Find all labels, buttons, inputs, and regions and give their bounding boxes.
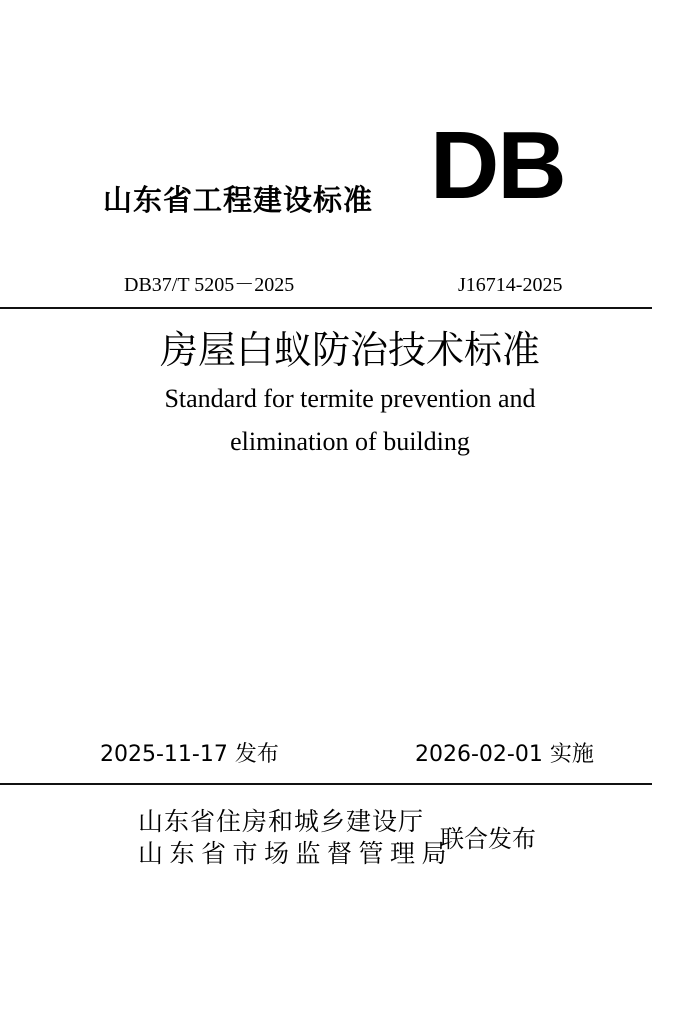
joint-publish-label: 联合发布 <box>440 825 536 853</box>
record-code: J16714-2025 <box>458 274 563 296</box>
effective-date: 2026-02-01 实施 <box>415 742 594 767</box>
title-en-line1: Standard for termite prevention and <box>164 384 536 413</box>
bottom-divider <box>0 783 652 785</box>
issue-date: 2025-11-17 发布 <box>100 742 279 767</box>
top-divider <box>0 307 652 309</box>
title-en-line2: elimination of building <box>230 427 470 456</box>
publisher-2: 山东省市场监督管理局 <box>138 839 454 868</box>
db-mark: DB <box>430 112 565 219</box>
standard-code: DB37/T 5205－2025 <box>124 274 295 296</box>
title-zh: 房屋白蚁防治技术标准 <box>159 328 540 372</box>
publisher-1: 山东省住房和城乡建设厅 <box>138 807 425 836</box>
standard-series-label: 山东省工程建设标准 <box>103 183 374 217</box>
